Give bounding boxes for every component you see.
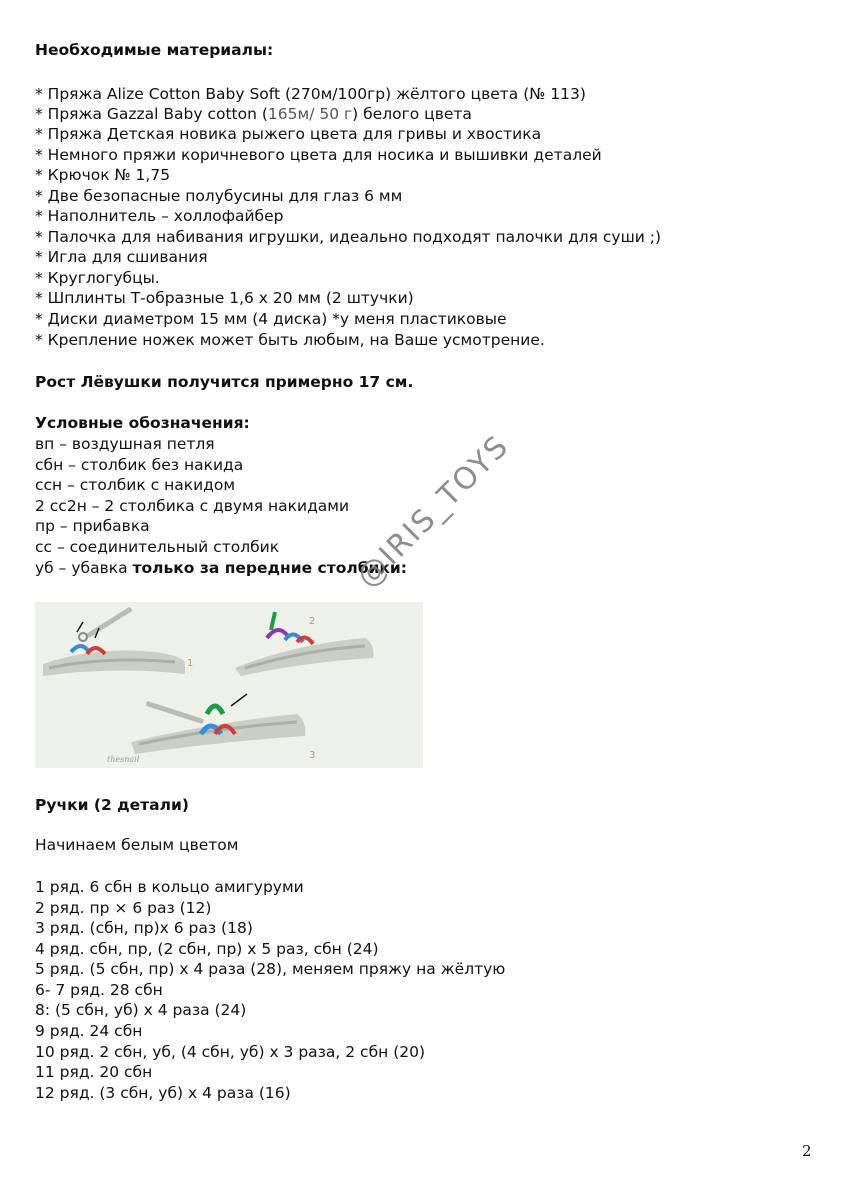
- list-item: * Диски диаметром 15 мм (4 диска) *у меня пластиковые: [35, 310, 507, 328]
- section-intro: Начинаем белым цветом: [35, 836, 239, 854]
- watermark: @IRIS_TOYS: [350, 428, 517, 595]
- step-label: 2: [309, 616, 316, 627]
- legend-item: уб – убавка только за передние столбики:: [35, 559, 407, 577]
- height-note: Рост Лёвушки получится примерно 17 см.: [35, 373, 414, 391]
- crochet-diagram: [35, 602, 423, 768]
- pattern-row: 8: (5 сбн, уб) х 4 раза (24): [35, 1001, 247, 1019]
- step-3-illustration: [131, 694, 305, 754]
- pattern-row: 2 ряд. пр × 6 раз (12): [35, 899, 212, 917]
- legend-heading: Условные обозначения:: [35, 414, 250, 432]
- list-item: * Игла для сшивания: [35, 248, 208, 266]
- list-item: * Шплинты Т-образные 1,6 х 20 мм (2 штучки): [35, 289, 414, 307]
- pattern-row: 9 ряд. 24 сбн: [35, 1022, 143, 1040]
- materials-heading: Необходимые материалы:: [35, 41, 274, 59]
- step-label: 3: [309, 750, 316, 761]
- list-item: * Наполнитель – холлофайбер: [35, 207, 284, 225]
- legend-item: ссн – столбик с накидом: [35, 476, 236, 494]
- list-item: * Немного пряжи коричневого цвета для носика и вышивки деталей: [35, 146, 602, 164]
- section-heading: Ручки (2 детали): [35, 796, 189, 814]
- pattern-row: 1 ряд. 6 сбн в кольцо амигуруми: [35, 878, 304, 896]
- pattern-row: 12 ряд. (3 сбн, уб) х 4 раза (16): [35, 1084, 291, 1102]
- legend-item: вп – воздушная петля: [35, 435, 215, 453]
- step-1-illustration: [43, 607, 185, 676]
- legend-item: 2 сс2н – 2 столбика с двумя накидами: [35, 497, 350, 515]
- list-item: * Круглогубцы.: [35, 269, 160, 287]
- step-2-illustration: [235, 612, 373, 676]
- list-item: * Две безопасные полубусины для глаз 6 мм: [35, 187, 403, 205]
- figure-credit: thesnail: [107, 755, 140, 764]
- pattern-row: 5 ряд. (5 сбн, пр) х 4 раза (28), меняем пряжу на жёлтую: [35, 960, 506, 978]
- list-item: * Крючок № 1,75: [35, 166, 171, 184]
- legend-item: сс – соединительный столбик: [35, 538, 280, 556]
- list-item: * Крепление ножек может быть любым, на Ваше усмотрение.: [35, 331, 545, 349]
- page-number: 2: [802, 1142, 812, 1160]
- pattern-row: 10 ряд. 2 сбн, уб, (4 сбн, уб) х 3 раза, 2 сбн (20): [35, 1043, 426, 1061]
- legend-item: пр – прибавка: [35, 517, 150, 535]
- pattern-row: 4 ряд. сбн, пр, (2 сбн, пр) х 5 раз, сбн (24): [35, 940, 379, 958]
- legend-item: сбн – столбик без накида: [35, 456, 244, 474]
- step-label: 1: [187, 658, 194, 669]
- pattern-row: 11 ряд. 20 сбн: [35, 1063, 153, 1081]
- pattern-row: 6- 7 ряд. 28 сбн: [35, 981, 163, 999]
- list-item: * Пряжа Alize Cotton Baby Soft (270м/100гр) жёлтого цвета (№ 113): [35, 85, 586, 103]
- list-item: * Пряжа Детская новика рыжего цвета для гривы и хвостика: [35, 125, 542, 143]
- list-item: * Пряжа Gazzal Baby cotton (165м/ 50 г) белого цвета: [35, 105, 472, 123]
- pattern-row: 3 ряд. (сбн, пр)х 6 раз (18): [35, 919, 253, 937]
- list-item: * Палочка для набивания игрушки, идеально подходят палочки для суши ;): [35, 228, 662, 246]
